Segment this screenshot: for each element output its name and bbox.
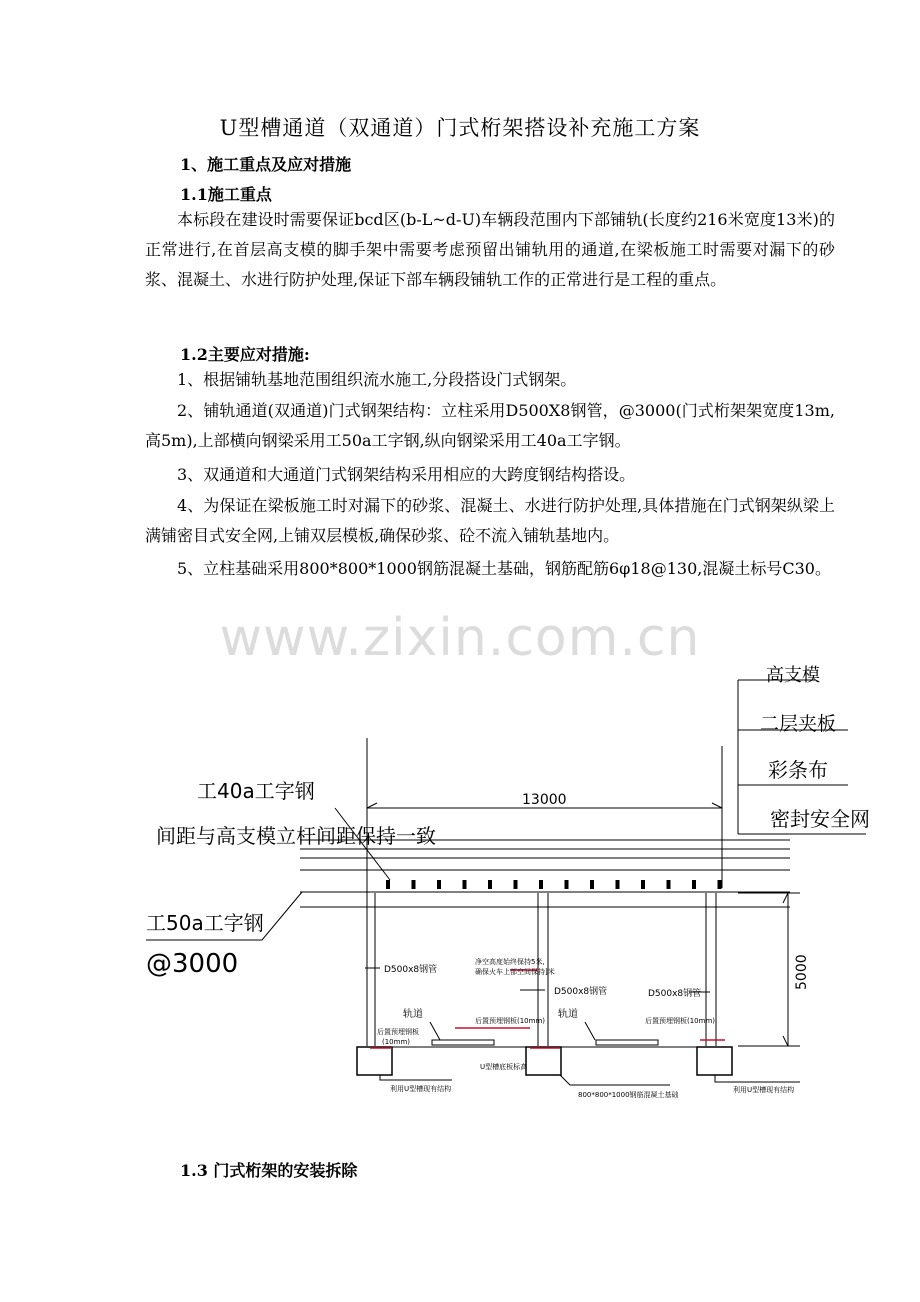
layer-label-2: 二层夹板 [760, 713, 837, 735]
page-title: U型槽通道（双通道）门式桁架搭设补充施工方案 [219, 116, 701, 140]
beam-stud [692, 880, 696, 889]
section-1-1-body: 本标段在建设时需要保证bcd区(b-L~d-U)车辆段范围内下部铺轨(长度约216米宽度13米)的正常进行,在首层高支模的脚手架中需要考虑预留出铺轨用的通道,在梁板施工时需要对漏下的砂浆、混凝土、水进行防护处理,保证下部车辆段铺轨工作的正常进行是工程的重点。 [145, 210, 835, 289]
pipe-label-left: D500x8钢管 [384, 965, 438, 975]
beam-stud [718, 880, 722, 889]
beam-stud [437, 880, 441, 889]
layer-label-4: 密封安全网 [770, 807, 870, 831]
track-label-left: 轨道 [403, 1009, 423, 1020]
section-1-1-heading: 1.1施工重点 [180, 185, 272, 204]
measure-3: 3、双通道和大通道门式钢架结构采用相应的大跨度钢结构搭设。 [177, 465, 636, 484]
clearance-note-line-1: 净空高度始终保持5米, [475, 958, 545, 966]
beam-stud [565, 880, 569, 889]
section-1-3-heading: 1.3 门式桁架的安装拆除 [180, 1161, 358, 1180]
pipe-label-middle: D500x8钢管 [554, 987, 608, 997]
clearance-note-line-2: 确保火车上部空间保持]米 [475, 968, 555, 976]
existing-structure-left: 利用U型槽现有结构 [390, 1085, 452, 1093]
layer-label-1: 高支模 [766, 665, 820, 686]
track-label-right: 轨道 [558, 1009, 578, 1020]
beam50-label: 工50a工字钢 [146, 911, 264, 935]
watermark: www.zixin.com.cn [219, 608, 701, 668]
height-dimension: 5000 [794, 954, 810, 990]
beam-stud [539, 880, 543, 889]
beam-stud [590, 880, 594, 889]
spacing-note: 间距与高支模立杆间距保持一致 [156, 824, 436, 848]
plate-label-right: 后置预埋钢板(10mm) [645, 1017, 716, 1025]
portal-frame-diagram [0, 650, 920, 1110]
beam-stud [514, 880, 518, 889]
existing-structure-right: 利用U型槽现有结构 [733, 1086, 795, 1094]
beam-stud [386, 880, 390, 889]
plate-label-left-1: 后置预埋钢板 [377, 1028, 419, 1036]
beam-stud [641, 880, 645, 889]
u-slab-label: U型槽底板标高 [480, 1063, 528, 1071]
beam40-label: 工40a工字钢 [197, 779, 315, 803]
section-1-2-heading: 1.2主要应对措施: [180, 345, 310, 364]
foundation-label: 800*800*1000钢筋混凝土基础 [578, 1091, 679, 1099]
beam-stud [412, 880, 416, 889]
beam-stud [463, 880, 467, 889]
section-1-heading: 1、施工重点及应对措施 [180, 155, 352, 174]
measure-5: 5、立柱基础采用800*800*1000钢筋混凝土基础，钢筋配筋6φ18@130,混凝土标号C30。 [177, 559, 831, 578]
width-dimension: 13000 [522, 792, 567, 808]
measure-4: 4、为保证在梁板施工时对漏下的砂浆、混凝土、水进行防护处理,具体措施在门式钢架纵梁上满铺密目式安全网,上铺双层模板,确保砂浆、砼不流入铺轨基地内。 [145, 496, 835, 545]
beam-stud [488, 880, 492, 889]
plate-label-left-2: (10mm) [382, 1038, 411, 1046]
pipe-label-right: D500x8钢管 [648, 989, 702, 999]
layer-label-3: 彩条布 [768, 758, 828, 782]
beam-stud [616, 880, 620, 889]
spacing-label: @3000 [146, 949, 239, 979]
measure-1: 1、根据铺轨基地范围组织流水施工,分段搭设门式钢架。 [177, 370, 577, 389]
beam-stud [667, 880, 671, 889]
measure-2: 2、铺轨通道(双通道)门式钢架结构：立柱采用D500X8钢管，@3000(门式桁架架宽度13m,高5m),上部横向钢梁采用工50a工字钢,纵向钢梁采用工40a工字钢。 [145, 401, 835, 450]
plate-label-middle: 后置预埋钢板(10mm) [475, 1017, 546, 1025]
